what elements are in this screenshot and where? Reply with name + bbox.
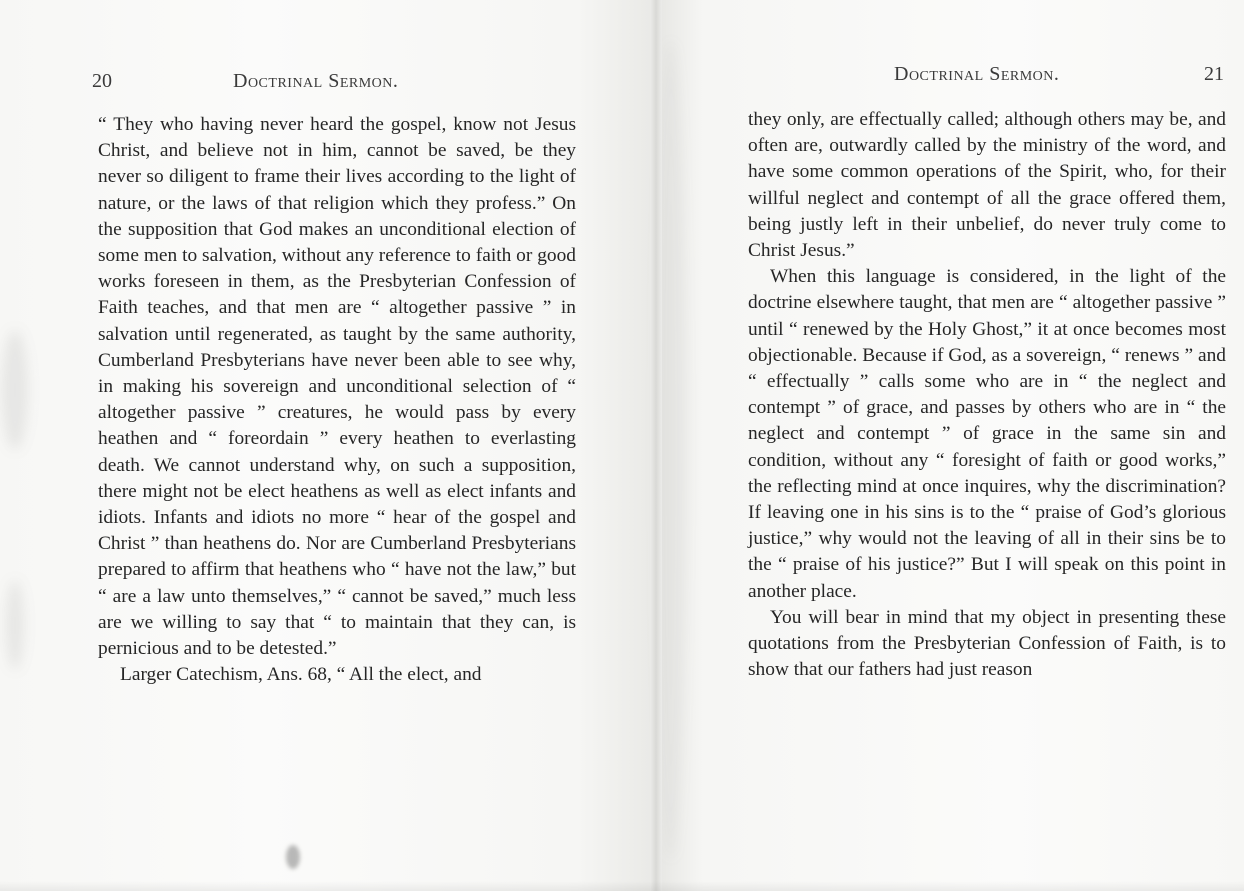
left-running-head: Doctrinal Sermon. [233,70,399,92]
left-paragraph-2: Larger Catechism, Ans. 68, “ All the elect, and [120,664,482,686]
right-page-body [748,107,1226,683]
page-bottom-shadow [0,881,1244,891]
left-page-body [98,112,576,688]
right-paragraph-3: You will bear in mind that my object in presenting these quotations from the Presbyterian Confession of Faith, is to show that our fathers had just reason [748,606,1226,681]
right-paragraph-2: When this language is considered, in the light of the doctrine elsewhere taught, that men are “ altogether passive ” until “ renewed by the Holy Ghost,” it at once becomes most objectionable. Because if God, as a sovereign, “ renews ” and “ effectually ” calls some who are in “ the neglect and contempt ” of grace, and passes by others who are in “ the neglect and contempt ” of grace in the same sin and condition, without any “ foresight of faith or good works,” the reflecting mind at once inquires, why the discrimination? If leaving one in his sins is to the “ praise of God’s glorious justice,” why would not the leaving of all in their sins be to the “ praise of his justice?” But I will speak on this point in another place. [748,266,1226,602]
left-paragraph-1: “ They who having never heard the gospel, know not Jesus Christ, and believe not in him, cannot be saved, be they never so diligent to frame their lives according to the light of nature, or the laws of that religion which they profess.” On the supposition that God makes an unconditional election of some men to salvation, without any reference to faith or good works foreseen in them, as the Presbyterian Confession of Faith teaches, and that men are “ altogether passive ” in salvation until regenerated, as taught by the same authority, Cumberland Presbyterians have never been able to see why, in making his sovereign and unconditional selection of “ altogether passive ” creatures, he would pass by every heathen and “ foreordain ” every heathen to everlasting death. We cannot understand why, on such a supposition, there might not be elect heathens as well as elect infants and idiots. Infants and idiots no more “ hear of the gospel and Christ ” than heathens do. Nor are Cumberland Presbyterians prepared to affirm that heathens who “ have not the law,” but “ are a law unto themselves,” “ cannot be saved,” much less are we willing to say that “ to maintain that they can, is pernicious and to be detested.” [98,114,576,660]
right-paragraph-1: they only, are effectually called; although others may be, and often are, outwardly called by the ministry of the word, and have some common operations of the Spirit, who, for their willful neglect and contempt of all the grace offered them, being justly left in their unbelief, do never truly come to Christ Jesus.” [748,109,1226,262]
left-page-number: 20 [92,70,112,92]
right-page-number: 21 [1204,63,1224,85]
book-gutter [650,0,662,891]
right-running-head: Doctrinal Sermon. [894,63,1060,85]
